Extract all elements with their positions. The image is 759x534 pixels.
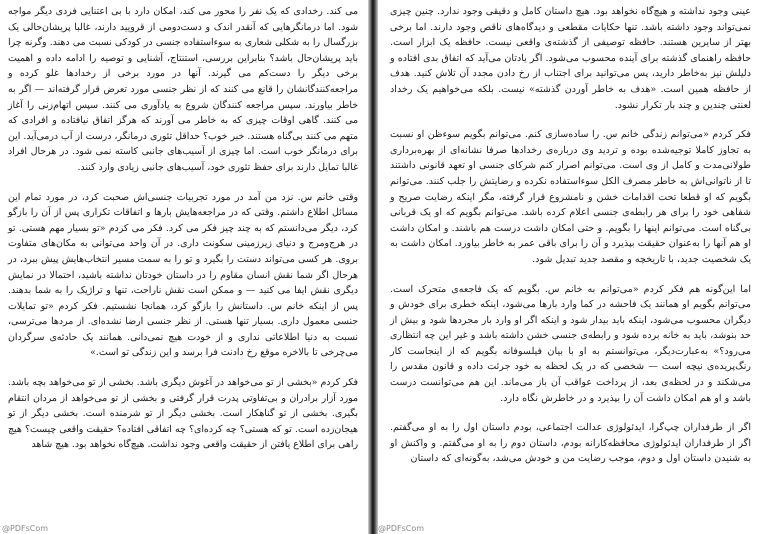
left-watermark: @PDFsCom bbox=[2, 524, 49, 533]
right-paragraph-3: اما این‌گونه هم فکر کردم «می‌توانم به خانم س. بگویم که یک فاجعه‌ی متحرک است. می‌توانم بگویم او همانند یک فاحشه در کما وارد بارها می‌شود، اینکه خطری برای خودش و دیگران محسوب می‌شود، اینکه باید بیدار شود و اینکه اگر او وارد بار مجردها شود و بیش از حد بنوشد، باید به خانه برده شود و رابطه‌ی جنسی خشن داشته باشد و غیر این چه انتظاری می‌رود؟» به‌عبارت‌دیگر، می‌توانستم به او با بیان فیلسوفانه بگویم که از اینجاست کار رنگ‌پریده‌ی نیچه است — شخصی که در یک لحظه به خود جرئت داده و قانون مقدس را می‌شکند و در لحظه‌ی بعد، از پرداخت عواقب آن باز می‌ماند. این هم می‌توانست درست باشد و او هم امکان داشت آن را بپذیرد و در خاطرش نگاه دارد. bbox=[390, 283, 751, 404]
left-page bbox=[0, 0, 372, 534]
left-paragraph-3: فکر کردم «بخشی از تو می‌خواهد در آغوش دیگری باشد. بخشی از تو می‌خواهد بچه باشد. مورد آزار برادران و بی‌تفاوتی پدرت قرار گرفتی و بخشی از تو می‌خواهد از مردان انتقام بگیری. بخشی از تو گناهکار است. بخشی دیگر از تو شرمنده است. بخشی دیگر از تو هیجان‌زده است. تو که هستی؟ چه کرده‌ای؟ چه اتفاقی افتاده؟ حقیقت واقعی چیست؟ هیچ راهی برای اطلاع یافتن از حقیقت واقعی وجود نداشت. هیچ‌گاه نخواهد بود. هیچ شاهد bbox=[8, 377, 358, 451]
right-paragraph-4: اگر از طرفداران چپ‌گرا، ایدئولوژی عدالت اجتماعی، بودم داستان اول را به او می‌گفتم. اگر از طرفداران ایدئولوژی محافظه‌کارانه بودم، داستان دوم را به او می‌گفتم. و واکنش او به شنیدن داستان اول و دوم، موجب رضایت من و خودش می‌شد، به‌گونه‌ای که داستان bbox=[390, 422, 751, 465]
right-watermark: @PDFsCom bbox=[378, 524, 425, 533]
left-paragraph-2: وقتی خانم س. نزد من آمد در مورد تجربیات جنسی‌اش صحبت کرد، در مورد تمام این مسائل اطلاع داشتم. وقتی که در مراجعه‌هایش بارها و اتفاقات تکراری پس از آن را بازگو کرد، دیگر می‌دانستم که به چند چیز فکر می کرد. فکر می کردم «تو بسیار مهم هستی. تو در هرج‌ومرج و دنیای زیرزمینی سکونت داری. در آن واحد می‌توانی به مکان‌های متفاوت بروی. هر کسی می‌تواند دستت را بگیرد و تو را به سمت مسیر انتخاب‌هایش پیش ببرد، در هرحال اگر شما نقش انسان مقاوم را در داستان خودتان نداشته باشید، احتمالا در نمایش دیگری نقش ایفا می کنید — و ممکن است نقش ناراحت، تنها و تراژیک را به شما بدهند. پس از اینکه خانم س. داستانش را بازگو کرد، همانجا نشستیم. فکر کردم «تو تمایلات جنسی معمول داری. بسیار تنها هستی. از نظر جنسی ارضا نشده‌ای. از مردها می‌ترسی، نسبت به دنیا اطلاعاتی نداری و از خودت هیچ نمی‌دانی. همانند یک حادثه‌ی سرگردان می‌چرخی تا بالاخره موقع رخ دادنت فرا برسد و این زندگی تو است.» bbox=[8, 191, 358, 359]
right-page bbox=[376, 0, 759, 534]
right-paragraph-1: عینی وجود نداشته و هیچ‌گاه نخواهد بود. هیچ داستان کامل و دقیقی وجود ندارد. چنین چیزی نمی‌تواند وجود داشته باشد. تنها حکایات مقطعی و دیدگاه‌های ناقص وجود دارند. اما برخی بهتر از سایرین هستند. حافظه توصیفی از گذشته‌ی واقعی نیست. حافظه یک ابزار است. حافظه راهنمای گذشته برای آینده محسوب می‌شود. اگر یادتان می‌آید که اتفاق بدی افتاده و دلیلش نیز به‌خاطر دارید، پس می‌توانید برای اجتناب از رخ دادن مجدد آن تلاش کنید. هدف از حافظه همین است. «هدف به خاطر آوردن گذشته» نیست. بلکه می‌خواهیم یک رخداد لعنتی چندین و چند بار تکرار نشود. bbox=[390, 6, 751, 111]
right-paragraph-2: فکر کردم «می‌توانم زندگی خانم س. را ساده‌سازی کنم. می‌توانم بگویم سوءظن او نسبت به تجاوز کاملا توجیه‌شده بوده و تردید وی درباره‌ی رخدادها صرفا نشانه‌ای از بهره‌برداری طولانی‌مدت و کامل از وی است. می‌توانم اصرار کنم شرکای جنسی او تعهد قانونی داشتند تا از ناتوانی‌اش به خاطر مصرف الکل سوءاستفاده نکرده و رضایتش را جلب کنند. می‌توانم بگویم که او قطعا تحت اقدامات خشن و نامشروع قرار گرفته، مگر اینکه رضایت صریح و شفاهی خود را برای هر رابطه‌ی جنسی اعلام کرده باشد. می‌توانم بگویم که او یک قربانی بی‌گناه است. می‌توانم اینها را بگویم. و حتی امکان داشت درست هم باشند. و امکان داشت او هم آنها را به‌عنوان حقیقت بپذیرد و آن را برای باقی عمر به خاطر بیاورد. امکان داشت به یک شخصیت جدید، با تاریخچه و مقصد جدید تبدیل شود. bbox=[390, 129, 751, 265]
left-paragraph-1: می کند. رخدادی که یک نفر را محور می کند، امکان دارد با بی اعتنایی فردی دیگر مواجه شود. اما درمانگرهایی که آنقدر اندک و دست‌دومی از قرویید دارند، غالبا پریشان‌حالی یک بزرگسال را به شکلی شعاری به سوءاستفاده جنسی در کودکی نسبت می دهند. وگرنه چرا باید پریشان‌حال باشد؟ بنابراین بررسی، استنتاج، آشنایی و توصیه را ادامه داده و اهمیت برخی دیگر را دست‌کم می گیرند. آنها در مورد برخی از رخدادها غلو کرده و مراجعه‌کنندگانشان را قانع می کنند که از نظر جنسی مورد تعرض قرار گرفته‌اند — اگر به خاطر بیاورند. سپس مراجعه کنندگان شروع به یادآوری می کنند. سپس اتهام‌زنی را آغاز می کنند. گاهی اوقات چیزی که به خاطر می آورند که هرگز اتفاق نیافتاده و افرادی که متهم می کنند بی‌گناه هستند. خبر خوب؟ حداقل تئوری درمانگر، درست از آب درمی‌آید. این برای درمانگر خوب است. اما چیزی از آسیب‌های جانبی کاسته نمی شود. در هرحال افراد غالبا تمایل دارند برای حفظ تئوری خود، آسیب‌های جانبی زیادی وارد کنند. bbox=[8, 6, 358, 173]
